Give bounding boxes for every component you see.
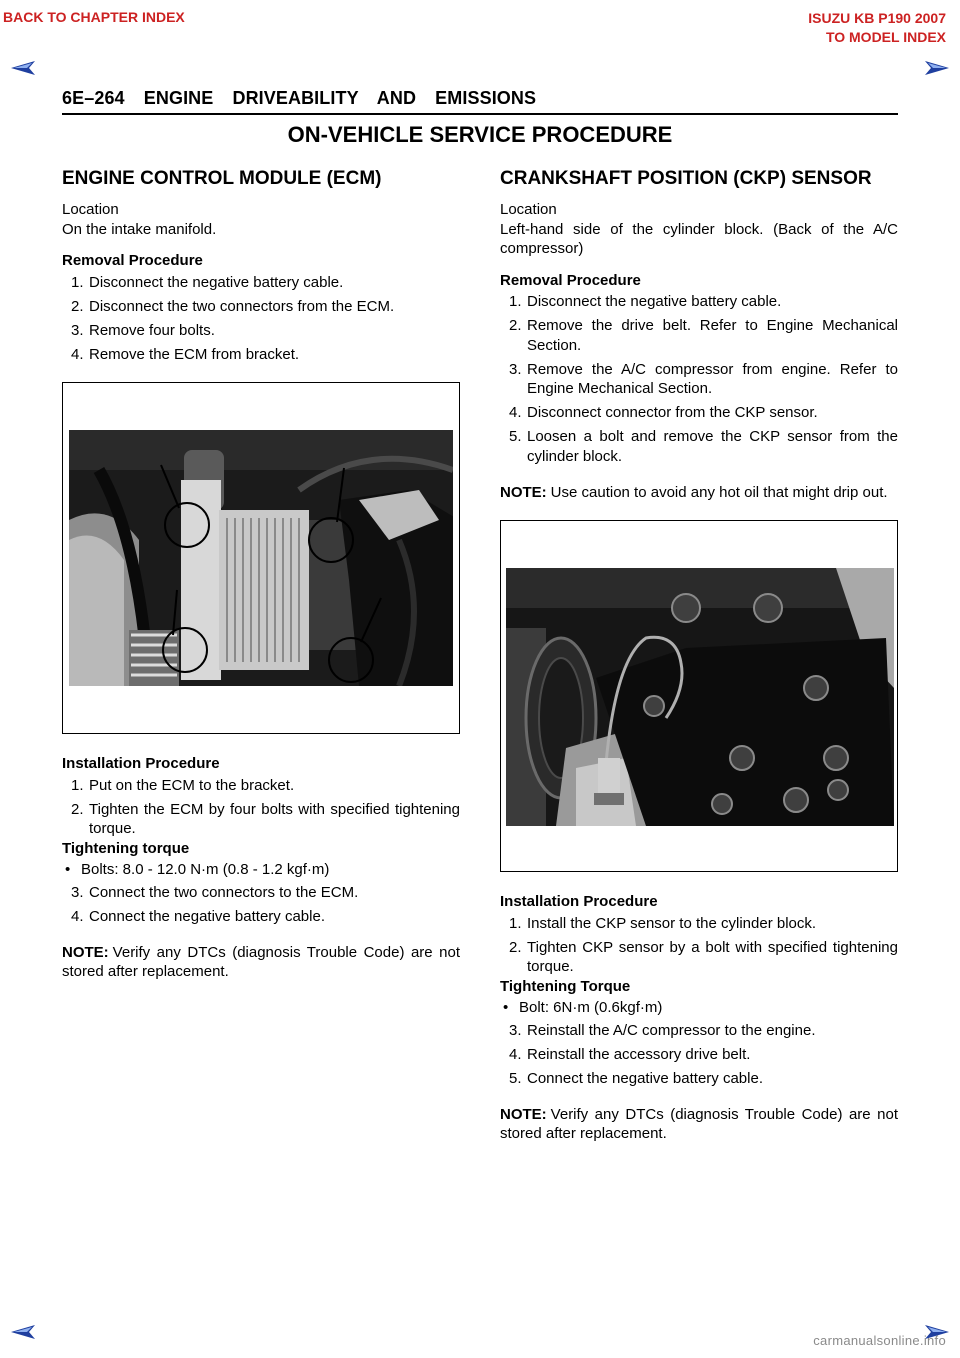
list-item: 4. Remove the ECM from bracket. bbox=[71, 345, 300, 363]
page-title: ON-VEHICLE SERVICE PROCEDURE bbox=[287, 122, 673, 147]
ckp-engine-photo bbox=[506, 568, 894, 826]
list-item: 3. Remove four bolts. bbox=[71, 321, 215, 339]
header-divider bbox=[62, 113, 898, 115]
list-item: 3. Connect the two connectors to the ECM. bbox=[71, 883, 359, 901]
list-item: 4. Connect the negative battery cable. bbox=[71, 907, 325, 925]
ecm-removal-heading: Removal Procedure bbox=[62, 252, 203, 269]
list-item: 3. Reinstall the A/C compressor to the engine. bbox=[509, 1021, 816, 1039]
ckp-note: NOTE: Verify any DTCs (diagnosis Trouble Code) are not stored after replacement. bbox=[500, 1105, 898, 1142]
ecm-engine-photo bbox=[69, 430, 453, 686]
list-item: 2. Remove the drive belt. Refer to Engine Mechanical Section. bbox=[509, 317, 898, 354]
arrow-left-icon[interactable] bbox=[10, 1324, 36, 1340]
arrow-right-icon[interactable] bbox=[924, 60, 950, 76]
to-model-index-label: TO MODEL INDEX bbox=[825, 29, 946, 45]
ckp-install-heading: Installation Procedure bbox=[500, 893, 658, 910]
list-item: 4. Reinstall the accessory drive belt. bbox=[509, 1045, 751, 1063]
ckp-torque-list bbox=[500, 998, 898, 1018]
ecm-install-steps-continued bbox=[62, 883, 460, 927]
model-name-label: ISUZU KB P190 2007 bbox=[808, 10, 946, 26]
ckp-section bbox=[500, 168, 898, 1144]
ckp-caution-note: NOTE: Use caution to avoid any hot oil that might drip out. bbox=[500, 483, 888, 501]
list-item: • Bolts: 8.0 - 12.0 N·m (0.8 - 1.2 kgf·m) bbox=[65, 861, 330, 878]
ckp-location-text: Left-hand side of the cylinder block. (Back of the A/C compressor) bbox=[500, 220, 898, 257]
page-header-title: 6E–264 ENGINE DRIVEABILITY AND EMISSIONS bbox=[62, 88, 537, 108]
list-item: 5. Loosen a bolt and remove the CKP sensor from the cylinder block. bbox=[509, 428, 898, 465]
ckp-heading: CRANKSHAFT POSITION (CKP) SENSOR bbox=[500, 168, 872, 189]
ecm-install-steps bbox=[62, 776, 460, 839]
ecm-location-label: Location bbox=[62, 201, 119, 218]
ecm-removal-steps bbox=[62, 273, 460, 365]
ckp-install-steps-continued bbox=[500, 1021, 898, 1089]
list-item: 1. Disconnect the negative battery cable. bbox=[71, 273, 344, 291]
list-item: 2. Tighten the ECM by four bolts with specified tightening torque. bbox=[71, 800, 460, 837]
ecm-location-photo-frame bbox=[62, 382, 460, 734]
list-item: 1. Disconnect the negative battery cable. bbox=[509, 293, 782, 310]
ecm-torque-list bbox=[62, 860, 460, 880]
ecm-section bbox=[62, 168, 460, 982]
ckp-torque-heading: Tightening Torque bbox=[500, 977, 631, 995]
list-item: • Bolt: 6N·m (0.6kgf·m) bbox=[503, 999, 663, 1016]
ecm-install-heading: Installation Procedure bbox=[62, 755, 220, 772]
list-item: 5. Connect the negative battery cable. bbox=[509, 1069, 763, 1087]
ckp-install-steps bbox=[500, 914, 898, 977]
ecm-heading: ENGINE CONTROL MODULE (ECM) bbox=[62, 168, 382, 189]
ecm-note: NOTE: Verify any DTCs (diagnosis Trouble Code) are not stored after replacement. bbox=[62, 943, 460, 980]
list-item: 3. Remove the A/C compressor from engine. Refer to Engine Mechanical Section. bbox=[509, 360, 898, 397]
ckp-location-photo-frame bbox=[500, 520, 898, 872]
list-item: 1. Install the CKP sensor to the cylinder block. bbox=[509, 914, 817, 932]
back-to-chapter-index-link[interactable]: BACK TO CHAPTER INDEX bbox=[3, 9, 185, 25]
ckp-removal-steps bbox=[500, 292, 898, 466]
list-item: 4. Disconnect connector from the CKP sensor. bbox=[509, 404, 818, 421]
list-item: 2. Disconnect the two connectors from the ECM. bbox=[71, 297, 395, 315]
ckp-location-label: Location bbox=[500, 201, 557, 218]
list-item: 2. Tighten CKP sensor by a bolt with specified tightening torque. bbox=[509, 938, 898, 975]
site-watermark: carmanualsonline.info bbox=[813, 1333, 946, 1348]
arrow-left-icon[interactable] bbox=[10, 60, 36, 76]
list-item: 1. Put on the ECM to the bracket. bbox=[71, 776, 295, 794]
ecm-torque-heading: Tightening torque bbox=[62, 839, 190, 857]
model-index-link[interactable] bbox=[808, 9, 946, 47]
ckp-removal-heading: Removal Procedure bbox=[500, 271, 641, 289]
ecm-location-text: On the intake manifold. bbox=[62, 220, 217, 238]
